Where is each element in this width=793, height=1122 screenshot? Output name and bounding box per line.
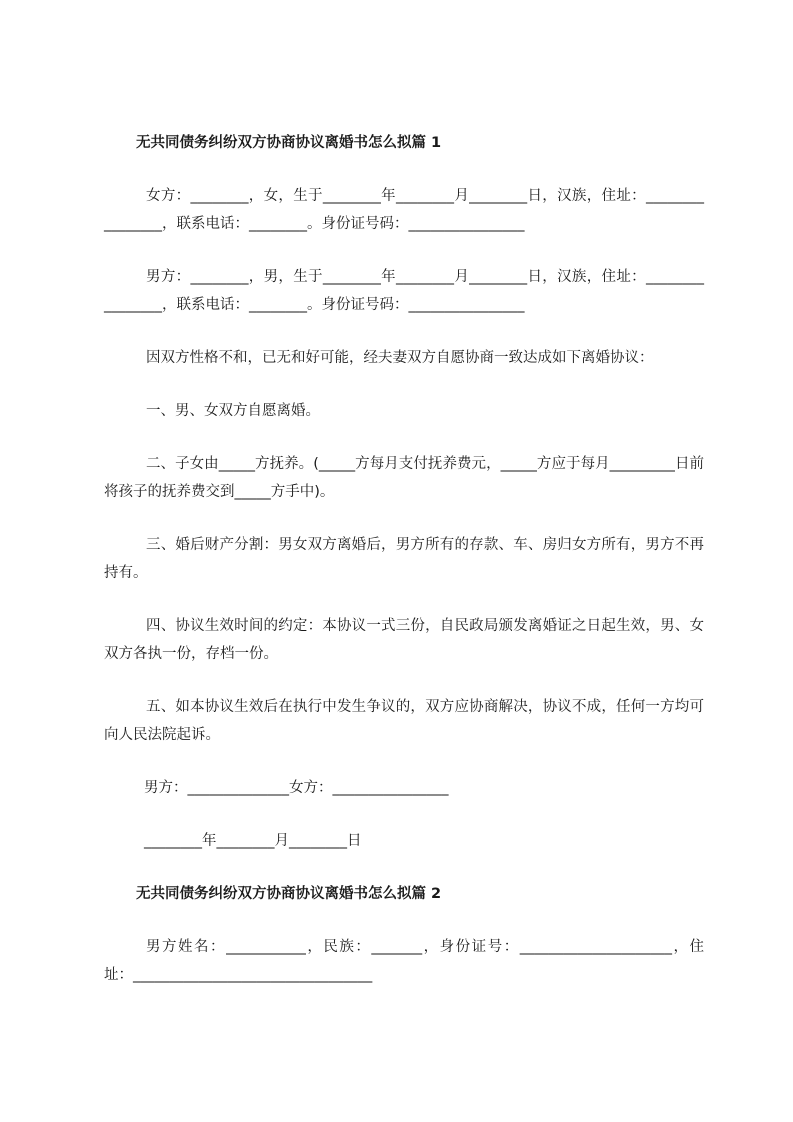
clause-2: 二、子女由_____方抚养。(_____方每月支付抚养费元，_____方应于每月_________日前将孩子的抚养费交到_____方手中)。 [104, 456, 704, 500]
date-line: ________年________月________日 [144, 833, 362, 849]
male-name-info: 男方姓名：___________，民族：_______，身份证号：_____________________，住址：_________________________________ [104, 939, 704, 983]
clause-4: 四、协议生效时间的约定：本协议一式三份，自民政局颁发离婚证之日起生效，男、女双方各执一份，存档一份。 [104, 618, 704, 662]
agreement-intro: 因双方性格不和，已无和好可能，经夫妻双方自愿协商一致达成如下离婚协议： [146, 350, 654, 366]
section-title-2: 无共同债务纠纷双方协商协议离婚书怎么拟篇 2 [136, 886, 442, 902]
document-body [104, 129, 704, 1014]
male-party-info: 男方：________，男，生于________年________月________日，汉族，住址：________________，联系电话：________。身份证号码：________________ [104, 269, 704, 313]
clause-5: 五、如本协议生效后在执行中发生争议的，双方应协商解决，协议不成，任何一方均可向人民法院起诉。 [104, 699, 704, 743]
clause-1: 一、男、女双方自愿离婚。 [146, 403, 320, 419]
clause-3: 三、婚后财产分割：男女双方离婚后，男方所有的存款、车、房归女方所有，男方不再持有。 [104, 537, 704, 581]
section-title-1: 无共同债务纠纷双方协商协议离婚书怎么拟篇 1 [136, 135, 442, 151]
female-party-info: 女方：________，女，生于________年________月________日，汉族，住址：________________，联系电话：________。身份证号码：________________ [104, 188, 704, 232]
signature-line: 男方：______________女方：________________ [144, 780, 449, 796]
